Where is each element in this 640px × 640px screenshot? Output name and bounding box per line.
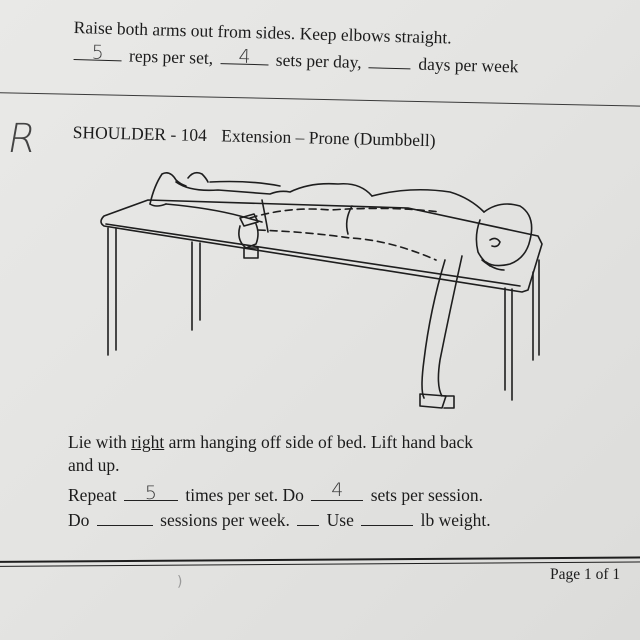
- instruction-text: Lie with right arm hanging off side of bed. Lift hand back: [68, 432, 474, 452]
- dosage-line-2: Do sessions per week. Use lb weight.: [68, 510, 491, 530]
- previous-exercise-dosage: 5 reps per set, 4 sets per day, days per week: [73, 44, 518, 77]
- instruction-text-cont: and up.: [68, 455, 120, 475]
- sessions-blank[interactable]: [97, 511, 153, 526]
- repeat-handwritten: 5: [144, 482, 158, 504]
- exercise-code: SHOULDER - 104: [72, 122, 208, 146]
- side-emphasis: right: [131, 432, 165, 452]
- stray-pen-mark: ): [177, 574, 183, 590]
- exercise-illustration: [90, 160, 560, 410]
- reps-blank[interactable]: [74, 41, 122, 64]
- dosage-line-1: Repeat 5 times per set. Do 4 sets per session.: [68, 479, 483, 505]
- sets-blank[interactable]: [220, 45, 268, 68]
- misc-blank[interactable]: [297, 511, 319, 526]
- previous-exercise-instruction: Raise both arms out from sides. Keep elbows straight.: [73, 17, 452, 48]
- person-drawing: [150, 173, 532, 408]
- weight-blank[interactable]: [361, 511, 413, 526]
- sets-handwritten: 4: [238, 45, 251, 68]
- page-number: Page 1 of 1: [550, 566, 621, 583]
- sets-session-handwritten: 4: [331, 479, 344, 501]
- exercise-name: Extension – Prone (Dumbbell): [221, 125, 436, 151]
- reps-handwritten: 5: [91, 41, 105, 64]
- table-drawing: [101, 200, 542, 400]
- sets-session-blank[interactable]: [311, 479, 363, 501]
- exercise-title: [73, 122, 436, 151]
- section-divider: [0, 92, 640, 107]
- repeat-blank[interactable]: [124, 482, 178, 504]
- handwritten-side-mark: R: [3, 116, 40, 162]
- days-blank[interactable]: [369, 53, 411, 69]
